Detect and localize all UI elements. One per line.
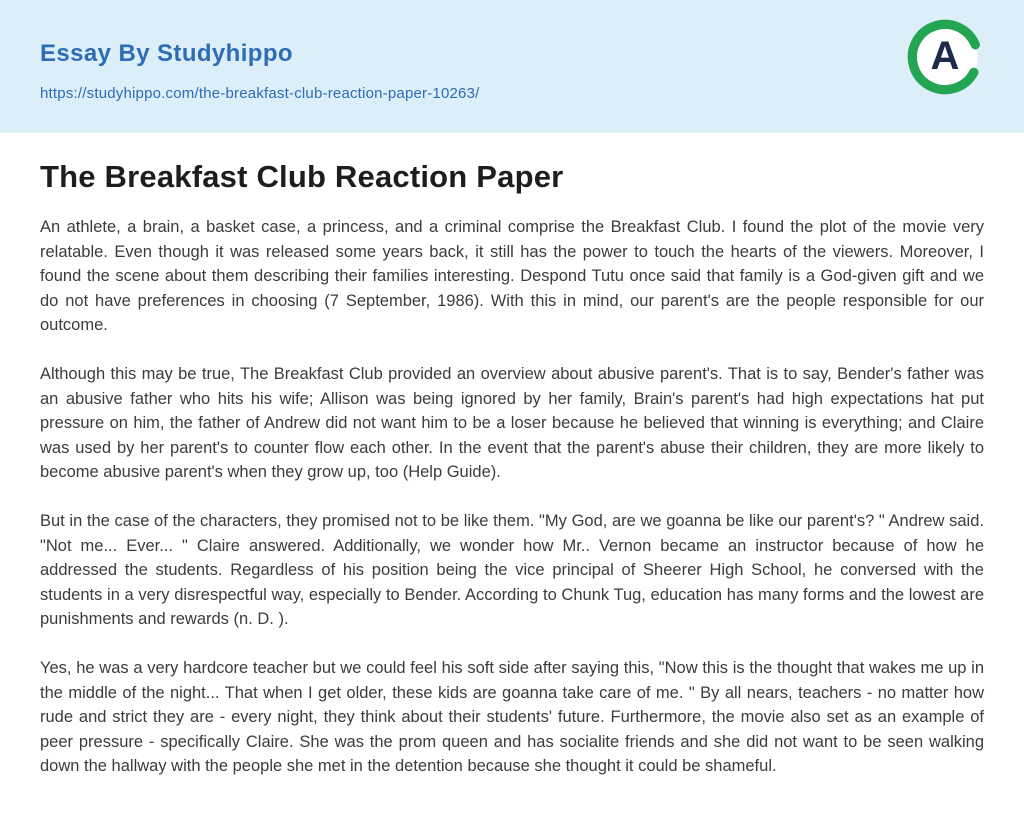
article-body: [40, 215, 984, 779]
studyhippo-logo: [906, 18, 984, 96]
paragraph-1: An athlete, a brain, a basket case, a princess, and a criminal comprise the Breakfast Club. I found the plot of the movie very relatable. Even though it was released some years back, it still has the power to touch the hearts of the viewers. Moreover, I found the scene about them describing their families interesting. Despond Tutu once said that family is a God-given gift and we do not have preferences in choosing (7 September, 1986). With this in mind, our parent's are the people responsible for our outcome.: [40, 218, 984, 335]
source-url-link[interactable]: https://studyhippo.com/the-breakfast-club-reaction-paper-10263/: [40, 85, 480, 102]
site-title: Essay By Studyhippo: [40, 40, 293, 67]
article: [0, 133, 1024, 819]
site-header: [0, 0, 1024, 133]
paragraph-2: Although this may be true, The Breakfast Club provided an overview about abusive parent's. That is to say, Bender's father was an abusive father who hits his wife; Allison was being ignored by her family, Brain's parent's had high expectations hat put pressure on him, the father of Andrew did not want him to be a loser because he believed that winning is everything; and Claire was used by her parent's to counter flow each other. In the event that the parent's abuse their children, they are more likely to become abusive parent's when they grow up, too (Help Guide).: [40, 364, 984, 482]
article-title: The Breakfast Club Reaction Paper: [40, 159, 564, 194]
paragraph-4: Yes, he was a very hardcore teacher but we could feel his soft side after saying this, "Now this is the thought that wakes me up in the middle of the night... That when I get older, these kids are goanna take care of me. " By all nears, teachers - no matter how rude and strict they are - every night, they think about their students' future. Furthermore, the movie also set as an example of peer pressure - specifically Claire. She was the prom queen and has socialite friends and she did not want to be seen walking down the hallway with the people she met in the detention because she thought it could be shameful.: [40, 658, 984, 776]
paragraph-3: But in the case of the characters, they promised not to be like them. "My God, are we goanna be like our parent's? " Andrew said. "Not me... Ever... " Claire answered. Additionally, we wonder how Mr.. Vernon became an instructor because of how he addressed the students. Regardless of his position being the vice principal of Sheerer High School, he conversed with the students in a very disrespectful way, especially to Bender. According to Chunk Tug, education has many forms and the lowest are punishments and rewards (n. D. ).: [40, 511, 984, 629]
logo-letter: A: [930, 34, 960, 79]
